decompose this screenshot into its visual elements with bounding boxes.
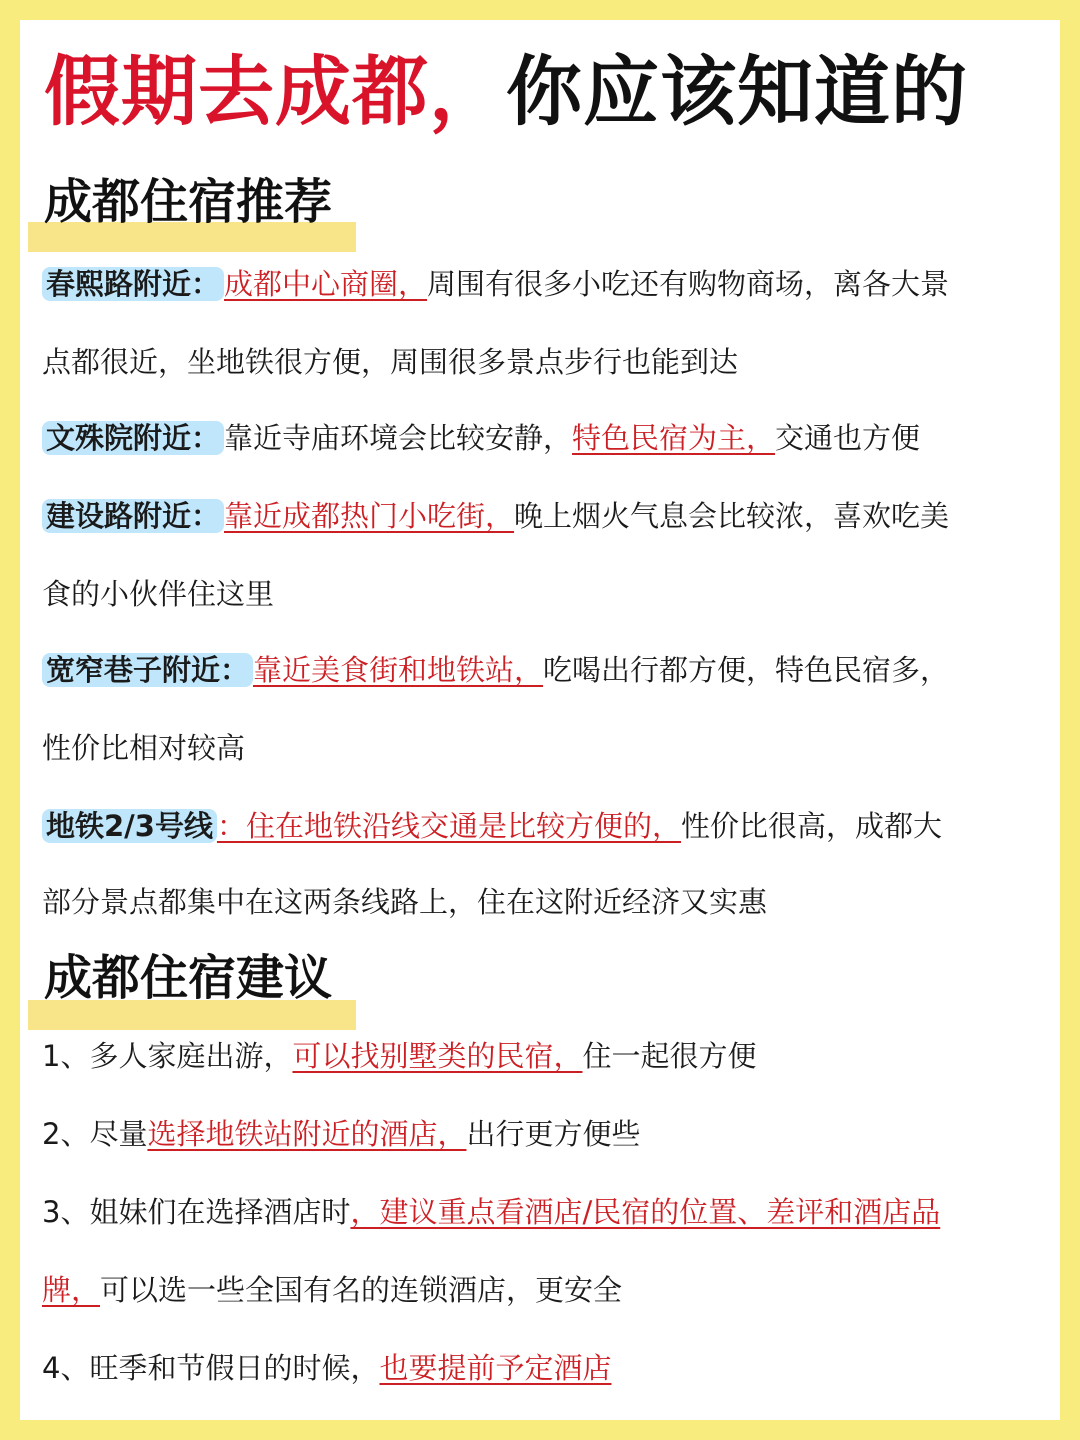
highlight-text: ： — [216, 809, 246, 843]
highlight-text: 靠近成都热门小吃街， — [224, 499, 515, 533]
title-red-part: 假期去成都， — [44, 47, 506, 136]
location-tag: 春熙路附近： — [42, 267, 224, 301]
highlight-text: 牌， — [42, 1273, 101, 1307]
item-text: 可以选一些全国有名的连锁酒店，更安全 — [100, 1273, 623, 1307]
page-title — [44, 42, 968, 142]
list-item-continuation — [42, 880, 767, 924]
item-text: 4、旺季和节假日的时候， — [42, 1351, 380, 1385]
title-black-part: 你应该知道的 — [506, 47, 968, 136]
item-text: 食的小伙伴住这里 — [42, 577, 275, 611]
location-tag: 地铁2/3号线 — [42, 809, 217, 843]
list-item — [42, 1112, 640, 1156]
item-text: 周围有很多小吃还有购物商场，离各大景 — [427, 267, 950, 301]
item-text: 1、多人家庭出游， — [42, 1039, 293, 1073]
highlight-text: 特色民宿为主， — [572, 421, 776, 455]
list-item-continuation — [42, 726, 245, 770]
highlight-text: 住在地铁沿线交通是比较方便的， — [245, 809, 681, 843]
highlight-text: 可以找别墅类的民宿， — [292, 1039, 583, 1073]
list-item — [42, 416, 920, 460]
highlight-text: 选择地铁站附近的酒店， — [147, 1117, 467, 1151]
highlight-text: 也要提前予定酒店 — [379, 1351, 612, 1385]
list-item-continuation — [42, 1268, 622, 1312]
list-item — [42, 804, 942, 848]
location-tag: 文殊院附近： — [42, 421, 224, 455]
list-item — [42, 262, 949, 306]
list-item — [42, 1346, 611, 1390]
item-text: 靠近寺庙环境会比较安静， — [224, 421, 573, 455]
location-tag: 宽窄巷子附近： — [42, 653, 253, 687]
list-item — [42, 494, 949, 538]
item-text: 出行更方便些 — [466, 1117, 641, 1151]
item-text: 点都很近，坐地铁很方便，周围很多景点步行也能到达 — [42, 345, 739, 379]
section-heading-text: 成都住宿建议 — [44, 950, 333, 1006]
item-text: 2、尽量 — [42, 1117, 148, 1151]
location-tag: 建设路附近： — [42, 499, 224, 533]
highlight-text: 靠近美食街和地铁站， — [253, 653, 544, 687]
highlight-text: 成都中心商圈， — [224, 267, 428, 301]
list-item-continuation — [42, 340, 738, 384]
item-text: 交通也方便 — [775, 421, 921, 455]
item-text: 吃喝出行都方便，特色民宿多， — [543, 653, 950, 687]
item-text: 3、姐妹们在选择酒店时 — [42, 1195, 351, 1229]
item-text: 性价比很高，成都大 — [680, 809, 942, 843]
list-item — [42, 1034, 756, 1078]
item-text: 晚上烟火气息会比较浓，喜欢吃美 — [514, 499, 950, 533]
highlight-text: ，建议重点看酒店/民宿的位置、差评和酒店品 — [350, 1195, 941, 1229]
list-item — [42, 648, 949, 692]
item-text: 部分景点都集中在这两条线路上，住在这附近经济又实惠 — [42, 885, 768, 919]
item-text: 住一起很方便 — [582, 1039, 757, 1073]
section-heading-text: 成都住宿推荐 — [44, 174, 333, 230]
item-text: 性价比相对较高 — [42, 731, 246, 765]
list-item — [42, 1190, 940, 1234]
list-item-continuation — [42, 572, 274, 616]
